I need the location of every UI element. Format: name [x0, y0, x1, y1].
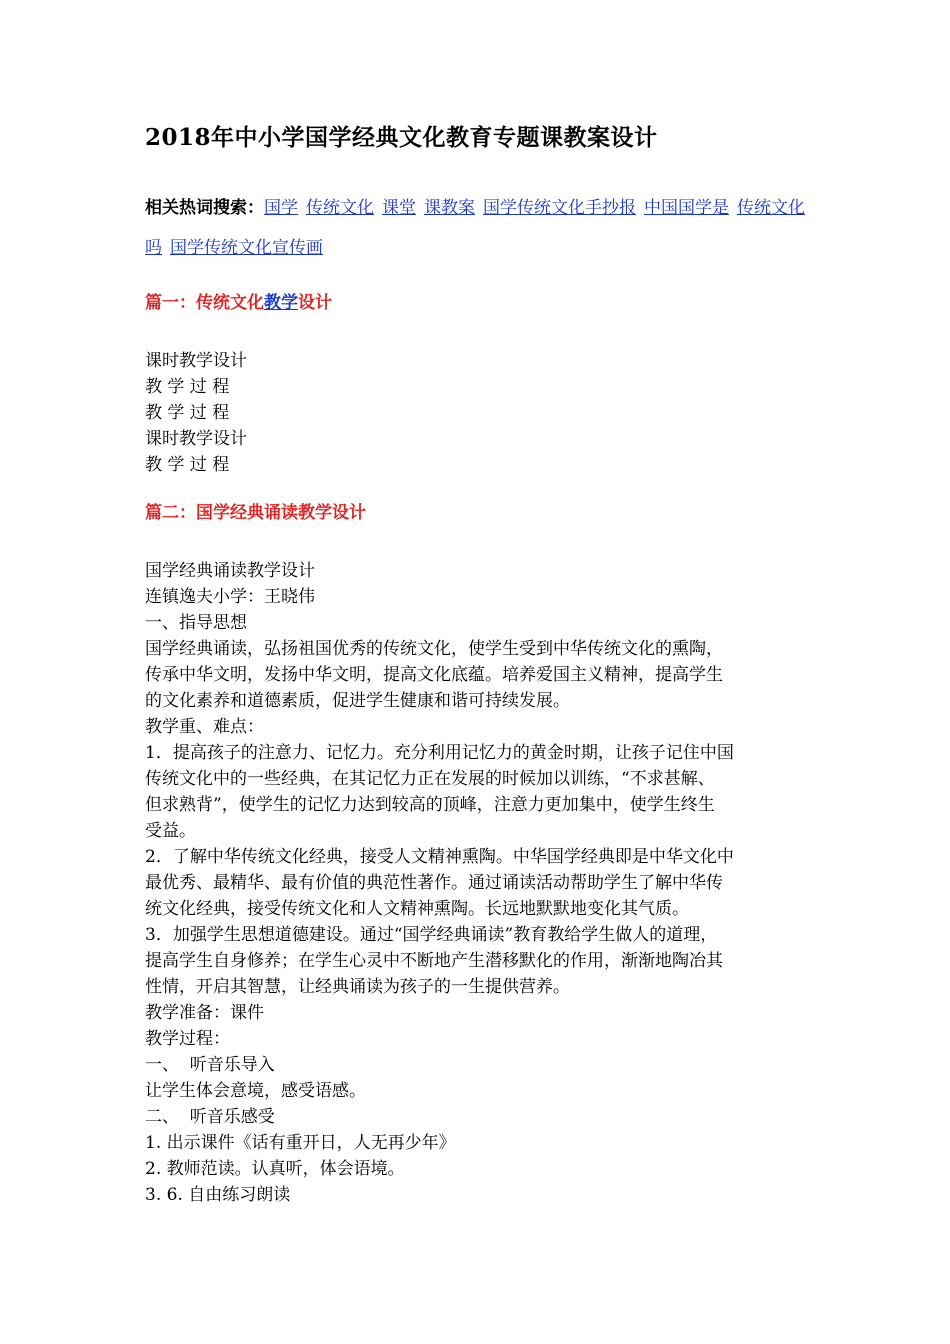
section2-line: 提高学生自身修养；在学生心灵中不断地产生潜移默化的作用，渐渐地陶冶其 [145, 951, 723, 971]
section2-body [145, 558, 810, 1208]
section2-line: 受益。 [145, 821, 196, 841]
section2-line: 最优秀、最精华、最有价值的典范性著作。通过诵读活动帮助学生了解中华传 [145, 873, 723, 893]
section2-line: 2．了解中华传统文化经典，接受人文精神熏陶。中华国学经典即是中华文化中 [145, 847, 734, 867]
section2-line: 二、 听音乐感受 [145, 1107, 275, 1127]
document-page [145, 118, 810, 1208]
section2-heading: 篇二：国学经典诵读教学设计 [145, 503, 366, 523]
hot-link-poster[interactable]: 国学传统文化宣传画 [170, 238, 323, 258]
hot-link-traditional-culture[interactable]: 传统文化 [306, 198, 374, 218]
section2-line: 1. 出示课件《话有重开日，人无再少年》 [145, 1133, 456, 1153]
section2-line: 让学生体会意境，感受语感。 [145, 1081, 366, 1101]
section1-line: 课时教学设计 [145, 351, 247, 371]
section2-line: 3．加强学生思想道德建设。通过“国学经典诵读”教育教给学生做人的道理， [145, 925, 718, 945]
section1-line: 教 学 过 程 [145, 403, 230, 423]
hot-link-classroom[interactable]: 课堂 [382, 198, 416, 218]
section2-line: 国学经典诵读教学设计 [145, 561, 315, 581]
hot-link-handwritten-newspaper[interactable]: 国学传统文化手抄报 [483, 198, 636, 218]
section1-line: 教 学 过 程 [145, 377, 230, 397]
section2-line: 教学过程： [145, 1029, 230, 1049]
document-title: 2018年中小学国学经典文化教育专题课教案设计 [145, 124, 658, 151]
hot-link-guoxue[interactable]: 国学 [264, 198, 298, 218]
hot-link-is-traditional-culture[interactable]: 传统文化吗 [145, 198, 805, 258]
section2-line: 传承中华文明，发扬中华文明，提高文化底蕴。培养爱国主义精神，提高学生 [145, 665, 723, 685]
related-search [145, 188, 810, 268]
section2-line: 国学经典诵读，弘扬祖国优秀的传统文化，使学生受到中华传统文化的熏陶， [145, 639, 723, 659]
section2-line: 性情，开启其智慧，让经典诵读为孩子的一生提供营养。 [145, 977, 570, 997]
section2-line: 1．提高孩子的注意力、记忆力。充分利用记忆力的黄金时期，让孩子记住中国 [145, 743, 734, 763]
section2-line: 一、指导思想 [145, 613, 247, 633]
section2-line: 2. 教师范读。认真听，体会语境。 [145, 1159, 405, 1179]
section2-line: 教学准备：课件 [145, 1003, 264, 1023]
section1-heading-prefix: 篇一：传统文化 [145, 293, 264, 313]
section2-line: 传统文化中的一些经典，在其记忆力正在发展的时候加以训练，“不求甚解、 [145, 769, 715, 789]
hot-link-lesson-plan[interactable]: 课教案 [424, 198, 475, 218]
section2-line: 的文化素养和道德素质，促进学生健康和谐可持续发展。 [145, 691, 570, 711]
section1-body [145, 348, 810, 478]
section2-line: 一、 听音乐导入 [145, 1055, 275, 1075]
section2-line: 教学重、难点： [145, 717, 264, 737]
section1-line: 教 学 过 程 [145, 455, 230, 475]
section2-line: 但求熟背”，使学生的记忆力达到较高的顶峰，注意力更加集中，使学生终生 [145, 795, 715, 815]
section1-heading [145, 290, 810, 316]
related-search-label: 相关热词搜索： [145, 198, 264, 218]
section2-line: 连镇逸夫小学：王晓伟 [145, 587, 315, 607]
hot-link-china-guoxue[interactable]: 中国国学是 [644, 198, 729, 218]
section2-line: 3. 6. 自由练习朗读 [145, 1185, 291, 1205]
section1-heading-link[interactable]: 教学 [264, 293, 298, 313]
section1-heading-suffix: 设计 [298, 293, 332, 313]
section1-line: 课时教学设计 [145, 429, 247, 449]
section2-line: 统文化经典，接受传统文化和人文精神熏陶。长远地默默地变化其气质。 [145, 899, 689, 919]
